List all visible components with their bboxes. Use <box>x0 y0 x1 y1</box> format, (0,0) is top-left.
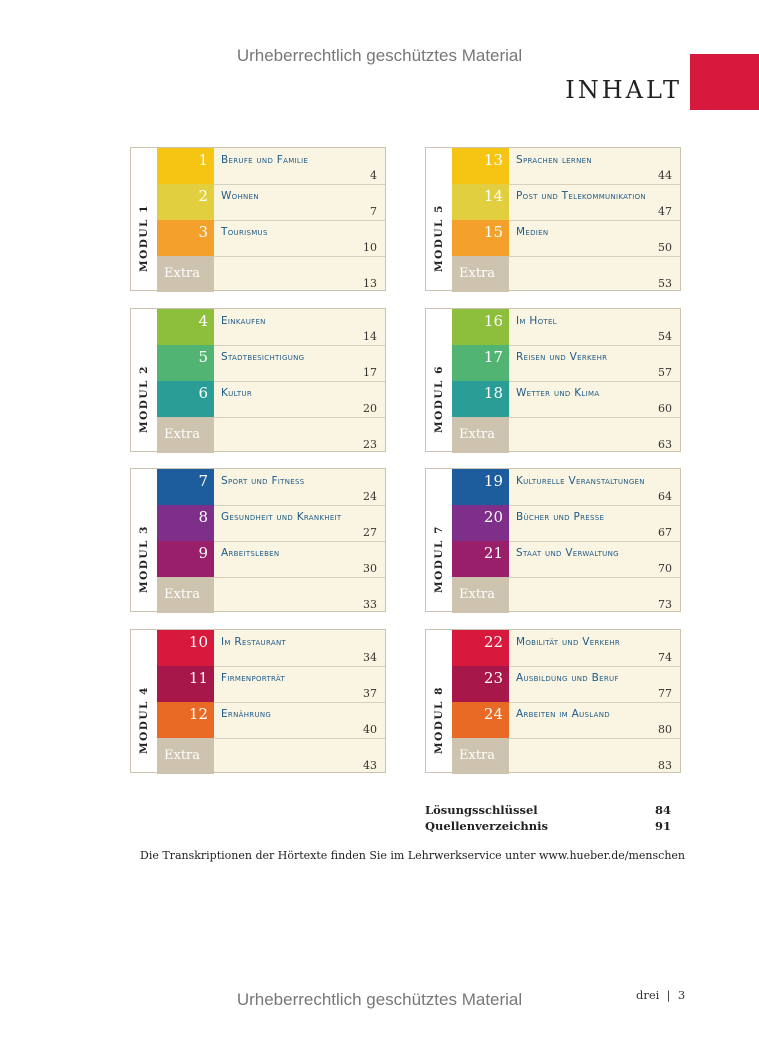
lesson-row-24[interactable] <box>452 702 680 739</box>
page-number: 10 <box>363 241 377 254</box>
lesson-row-23[interactable] <box>452 666 680 703</box>
lesson-number: 4 <box>157 309 214 345</box>
page-number: 43 <box>363 759 377 772</box>
extra-row[interactable] <box>452 256 680 292</box>
module-8 <box>425 629 681 773</box>
lesson-title: Firmenporträt <box>221 672 286 684</box>
page-number: 13 <box>363 277 377 290</box>
page-number: 80 <box>658 723 672 736</box>
lesson-row-13[interactable] <box>452 148 680 185</box>
module-label: MODUL 2 <box>131 309 158 451</box>
module-label: MODUL 8 <box>426 630 453 772</box>
lesson-title: Medien <box>516 226 549 238</box>
lesson-row-19[interactable] <box>452 469 680 506</box>
lesson-number: 11 <box>157 666 214 702</box>
lesson-number: 15 <box>452 220 509 256</box>
lesson-number: 13 <box>452 148 509 184</box>
appendix-page: 91 <box>654 819 671 833</box>
lesson-title: Reisen und Verkehr <box>516 351 608 363</box>
lesson-title: Post und Telekommunikation <box>516 190 646 202</box>
lesson-title: Ausbildung und Beruf <box>516 672 619 684</box>
lesson-row-7[interactable] <box>157 469 385 506</box>
module-label: MODUL 6 <box>426 309 453 451</box>
lesson-number: 21 <box>452 541 509 577</box>
lesson-title: Kultur <box>221 387 253 399</box>
extra-row[interactable] <box>452 417 680 453</box>
page-number: 74 <box>658 651 672 664</box>
lesson-row-8[interactable] <box>157 505 385 542</box>
lesson-number: 17 <box>452 345 509 381</box>
lesson-number: 20 <box>452 505 509 541</box>
lesson-number: 8 <box>157 505 214 541</box>
module-label: MODUL 4 <box>131 630 158 772</box>
lesson-row-6[interactable] <box>157 381 385 418</box>
lesson-number: 22 <box>452 630 509 666</box>
lesson-row-20[interactable] <box>452 505 680 542</box>
extra-row[interactable] <box>452 738 680 774</box>
lesson-title: Einkaufen <box>221 315 266 327</box>
module-6 <box>425 308 681 452</box>
extra-row[interactable] <box>157 417 385 453</box>
module-3 <box>130 468 386 612</box>
extra-label: Extra <box>157 577 214 613</box>
lesson-number: 24 <box>452 702 509 738</box>
extra-label: Extra <box>157 256 214 292</box>
extra-row[interactable] <box>157 577 385 613</box>
lesson-row-3[interactable] <box>157 220 385 257</box>
page-number: 7 <box>370 205 377 218</box>
lesson-row-11[interactable] <box>157 666 385 703</box>
lesson-number: 3 <box>157 220 214 256</box>
lesson-row-16[interactable] <box>452 309 680 346</box>
lesson-title: Im Restaurant <box>221 636 287 648</box>
page-number: 4 <box>370 169 377 182</box>
lesson-row-15[interactable] <box>452 220 680 257</box>
lesson-number: 6 <box>157 381 214 417</box>
lesson-row-1[interactable] <box>157 148 385 185</box>
lesson-title: Kulturelle Veranstaltungen <box>516 475 645 487</box>
extra-label: Extra <box>452 417 509 453</box>
lesson-title: Staat und Verwaltung <box>516 547 619 559</box>
watermark-top: Urheberrechtlich geschütztes Material <box>236 46 523 65</box>
lesson-title: Ernährung <box>221 708 272 720</box>
page-number: 60 <box>658 402 672 415</box>
lesson-title: Sprachen lernen <box>516 154 592 166</box>
lesson-number: 2 <box>157 184 214 220</box>
title-color-block <box>690 54 759 110</box>
appendix-item-sources[interactable] <box>425 819 671 835</box>
page-number: 64 <box>658 490 672 503</box>
lesson-row-5[interactable] <box>157 345 385 382</box>
page-number: 37 <box>363 687 377 700</box>
lesson-number: 16 <box>452 309 509 345</box>
extra-row[interactable] <box>157 738 385 774</box>
appendix-label: Quellenverzeichnis <box>425 819 548 833</box>
lesson-number: 18 <box>452 381 509 417</box>
lesson-row-21[interactable] <box>452 541 680 578</box>
lesson-title: Arbeiten im Ausland <box>516 708 610 720</box>
lesson-title: Bücher und Presse <box>516 511 605 523</box>
page-number: 24 <box>363 490 377 503</box>
page-number: 83 <box>658 759 672 772</box>
lesson-row-17[interactable] <box>452 345 680 382</box>
lesson-row-9[interactable] <box>157 541 385 578</box>
lesson-row-2[interactable] <box>157 184 385 221</box>
transcription-note: Die Transkriptionen der Hörtexte finden Sie im Lehrwerkservice unter www.hueber.de/menschen <box>140 849 685 862</box>
appendix-item-solutions[interactable] <box>425 803 671 819</box>
module-label: MODUL 3 <box>131 469 158 611</box>
module-2 <box>130 308 386 452</box>
page-number: 63 <box>658 438 672 451</box>
module-1 <box>130 147 386 291</box>
extra-label: Extra <box>452 256 509 292</box>
page-number: 23 <box>363 438 377 451</box>
page-number: 50 <box>658 241 672 254</box>
lesson-title: Mobilität und Verkehr <box>516 636 620 648</box>
extra-label: Extra <box>452 738 509 774</box>
page-number: 70 <box>658 562 672 575</box>
module-label: MODUL 5 <box>426 148 453 290</box>
watermark-bottom: Urheberrechtlich geschütztes Material <box>236 990 523 1009</box>
module-7 <box>425 468 681 612</box>
lesson-title: Tourismus <box>221 226 268 238</box>
lesson-title: Wetter und Klima <box>516 387 600 399</box>
extra-row[interactable] <box>452 577 680 613</box>
page-number: 27 <box>363 526 377 539</box>
lesson-number: 9 <box>157 541 214 577</box>
page-number: 47 <box>658 205 672 218</box>
lesson-row-4[interactable] <box>157 309 385 346</box>
lesson-title: Arbeitsleben <box>221 547 280 559</box>
module-4 <box>130 629 386 773</box>
lesson-title: Sport und Fitness <box>221 475 305 487</box>
lesson-title: Stadtbesichtigung <box>221 351 305 363</box>
lesson-number: 14 <box>452 184 509 220</box>
lesson-number: 23 <box>452 666 509 702</box>
page-number: 57 <box>658 366 672 379</box>
page-number: 44 <box>658 169 672 182</box>
page-title: INHALT <box>565 76 682 104</box>
lesson-row-10[interactable] <box>157 630 385 667</box>
extra-label: Extra <box>157 417 214 453</box>
module-5 <box>425 147 681 291</box>
page-number: 33 <box>363 598 377 611</box>
page-number: 67 <box>658 526 672 539</box>
lesson-number: 12 <box>157 702 214 738</box>
page-number: 34 <box>363 651 377 664</box>
extra-label: Extra <box>452 577 509 613</box>
appendix-label: Lösungsschlüssel <box>425 803 538 817</box>
page-number: 54 <box>658 330 672 343</box>
appendix-list <box>425 803 671 835</box>
lesson-number: 5 <box>157 345 214 381</box>
page-number: 30 <box>363 562 377 575</box>
page-number: 14 <box>363 330 377 343</box>
appendix-page: 84 <box>654 803 671 817</box>
lesson-title: Berufe und Familie <box>221 154 309 166</box>
extra-label: Extra <box>157 738 214 774</box>
page-number: 73 <box>658 598 672 611</box>
page-folio: drei | 3 <box>636 988 686 1002</box>
extra-row[interactable] <box>157 256 385 292</box>
lesson-row-22[interactable] <box>452 630 680 667</box>
lesson-row-18[interactable] <box>452 381 680 418</box>
page-number: 20 <box>363 402 377 415</box>
page-number: 77 <box>658 687 672 700</box>
lesson-row-12[interactable] <box>157 702 385 739</box>
lesson-title: Im Hotel <box>516 315 557 327</box>
page-number: 17 <box>363 366 377 379</box>
lesson-number: 19 <box>452 469 509 505</box>
lesson-number: 7 <box>157 469 214 505</box>
module-label: MODUL 1 <box>131 148 158 290</box>
lesson-row-14[interactable] <box>452 184 680 221</box>
page-number: 40 <box>363 723 377 736</box>
lesson-number: 1 <box>157 148 214 184</box>
lesson-number: 10 <box>157 630 214 666</box>
module-label: MODUL 7 <box>426 469 453 611</box>
lesson-title: Wohnen <box>221 190 259 202</box>
page-number: 53 <box>658 277 672 290</box>
lesson-title: Gesundheit und Krankheit <box>221 511 342 523</box>
